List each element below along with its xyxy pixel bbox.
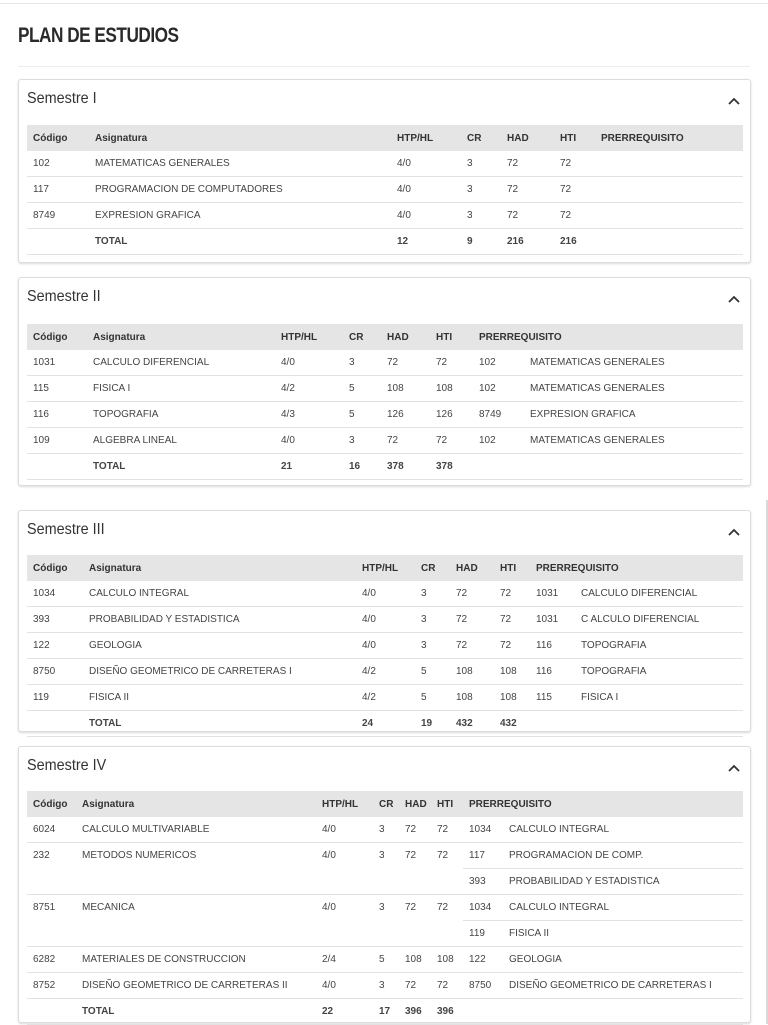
table-cell: 72 [431, 817, 463, 843]
table-cell: 72 [554, 177, 595, 203]
table-cell: 116 [530, 659, 575, 685]
column-header: CR [343, 324, 381, 350]
page-break [0, 493, 768, 505]
column-header: Código [27, 555, 83, 581]
table-cell [27, 921, 76, 947]
table-cell: CALCULO MULTIVARIABLE [76, 817, 316, 843]
table-cell: ALGEBRA LINEAL [87, 428, 275, 454]
column-header: Asignatura [83, 555, 356, 581]
table-cell: 3 [461, 203, 501, 229]
table-cell [431, 869, 463, 895]
table-row [27, 428, 743, 454]
table-header-row [27, 555, 743, 581]
table-cell: 122 [463, 947, 503, 973]
table-cell: 1031 [530, 581, 575, 607]
table-cell: 108 [494, 685, 530, 711]
column-header: HTI [494, 555, 530, 581]
table-cell: TOTAL [76, 999, 316, 1025]
column-header: Asignatura [89, 125, 391, 151]
table-cell: 102 [473, 376, 524, 402]
table-cell: 21 [275, 454, 343, 480]
table-row [27, 581, 743, 607]
table-cell: 108 [431, 947, 463, 973]
column-header: CR [373, 791, 399, 817]
semester-panel-1 [18, 79, 751, 263]
table-cell: 1034 [463, 817, 503, 843]
semester-header-2[interactable] [19, 278, 750, 320]
table-cell: TOTAL [83, 711, 356, 737]
table-cell: 4/0 [316, 973, 373, 999]
column-header: HTP/HL [275, 324, 343, 350]
column-header: PRERREQUISITO [530, 555, 743, 581]
table-cell: 5 [343, 376, 381, 402]
table-row [27, 402, 743, 428]
table-cell: CALCULO INTEGRAL [503, 895, 743, 921]
table-cell [373, 869, 399, 895]
table-cell: PROGRAMACION DE COMPUTADORES [89, 177, 391, 203]
table-cell: EXPRESION GRAFICA [89, 203, 391, 229]
table-header-row [27, 791, 743, 817]
table-cell: 3 [415, 633, 450, 659]
chevron-up-icon[interactable] [726, 524, 742, 540]
table-cell: 72 [399, 973, 431, 999]
table-cell: 3 [373, 973, 399, 999]
table-cell: 126 [430, 402, 473, 428]
total-row [27, 454, 743, 480]
column-header: CR [461, 125, 501, 151]
table-row [27, 921, 743, 947]
table-cell: 3 [373, 843, 399, 869]
semester-header-4[interactable] [19, 747, 750, 789]
title-divider [18, 66, 750, 67]
table-cell: 119 [27, 685, 83, 711]
total-row [27, 999, 743, 1025]
table-cell: 72 [494, 633, 530, 659]
table-cell: FISICA I [575, 685, 743, 711]
column-header: HTI [431, 791, 463, 817]
column-header: PRERREQUISITO [595, 125, 743, 151]
table-cell: 8751 [27, 895, 76, 921]
top-divider [0, 3, 768, 4]
table-cell: 378 [381, 454, 430, 480]
table-cell [76, 921, 316, 947]
table-cell: 216 [554, 229, 595, 255]
table-cell: 5 [343, 402, 381, 428]
column-header: HAD [399, 791, 431, 817]
column-header: HAD [450, 555, 494, 581]
column-header: Código [27, 791, 76, 817]
semester-panel-3 [18, 510, 751, 732]
semester-title: Semestre II [27, 288, 101, 305]
table-cell: 108 [381, 376, 430, 402]
table-cell: TOPOGRAFIA [575, 633, 743, 659]
table-cell: 72 [450, 633, 494, 659]
column-header: HAD [381, 324, 430, 350]
table-cell: 396 [431, 999, 463, 1025]
table-cell: 72 [450, 581, 494, 607]
table-cell: 4/0 [316, 895, 373, 921]
page-title: PLAN DE ESTUDIOS [18, 24, 179, 47]
semester-header-3[interactable] [19, 511, 750, 553]
table-cell: 109 [27, 428, 87, 454]
table-cell: 122 [27, 633, 83, 659]
table-cell: 3 [415, 581, 450, 607]
table-cell: MATEMATICAS GENERALES [524, 376, 743, 402]
table-cell [431, 921, 463, 947]
table-cell [373, 921, 399, 947]
table-cell: 72 [501, 151, 554, 177]
table-cell: 6024 [27, 817, 76, 843]
table-cell: 72 [399, 817, 431, 843]
column-header: HTI [430, 324, 473, 350]
table-row [27, 843, 743, 869]
table-cell: 3 [343, 428, 381, 454]
table-cell: 17 [373, 999, 399, 1025]
table-cell: 72 [431, 895, 463, 921]
table-cell: 126 [381, 402, 430, 428]
table-cell: 72 [430, 428, 473, 454]
column-header: HTP/HL [316, 791, 373, 817]
table-cell: 216 [501, 229, 554, 255]
table-cell: 393 [463, 869, 503, 895]
table-cell [76, 869, 316, 895]
table-cell: 102 [473, 428, 524, 454]
table-cell: 108 [430, 376, 473, 402]
table-cell [27, 454, 87, 480]
table-cell: 115 [530, 685, 575, 711]
table-cell: 4/0 [275, 350, 343, 376]
table-cell: 3 [461, 177, 501, 203]
semester-table-1 [27, 125, 743, 255]
table-cell: 72 [381, 350, 430, 376]
total-row [27, 229, 743, 255]
table-cell: 1031 [530, 607, 575, 633]
table-row [27, 607, 743, 633]
table-cell [463, 999, 503, 1025]
table-cell: CALCULO DIFERENCIAL [87, 350, 275, 376]
table-cell [595, 203, 743, 229]
table-cell: EXPRESION GRAFICA [524, 402, 743, 428]
table-cell: 4/0 [391, 203, 461, 229]
table-cell: 3 [461, 151, 501, 177]
table-cell [27, 229, 89, 255]
table-cell: 8750 [463, 973, 503, 999]
table-cell: 1034 [463, 895, 503, 921]
semester-panel-2 [18, 277, 751, 486]
table-cell: 4/0 [356, 633, 415, 659]
table-row [27, 817, 743, 843]
table-cell [503, 999, 743, 1025]
table-cell: 72 [399, 895, 431, 921]
table-cell: 4/0 [391, 177, 461, 203]
table-cell: 4/2 [356, 659, 415, 685]
table-cell: 4/0 [275, 428, 343, 454]
table-cell: 3 [373, 895, 399, 921]
table-cell: 108 [494, 659, 530, 685]
table-cell: 119 [463, 921, 503, 947]
table-cell: 108 [450, 659, 494, 685]
table-cell: 108 [399, 947, 431, 973]
table-cell: MATEMATICAS GENERALES [524, 350, 743, 376]
table-cell [530, 711, 575, 737]
table-cell: 4/0 [316, 843, 373, 869]
column-header: CR [415, 555, 450, 581]
table-cell: CALCULO INTEGRAL [83, 581, 356, 607]
table-cell: 3 [343, 350, 381, 376]
table-row [27, 895, 743, 921]
table-cell: 8749 [473, 402, 524, 428]
table-cell: 3 [373, 817, 399, 843]
table-cell [595, 151, 743, 177]
table-row [27, 685, 743, 711]
table-cell: GEOLOGIA [83, 633, 356, 659]
semester-table-3 [27, 555, 743, 737]
table-cell: 5 [415, 659, 450, 685]
table-cell: 4/2 [356, 685, 415, 711]
table-row [27, 973, 743, 999]
table-cell: MECANICA [76, 895, 316, 921]
table-cell [316, 869, 373, 895]
table-row [27, 376, 743, 402]
table-cell: PROBABILIDAD Y ESTADISTICA [503, 869, 743, 895]
table-cell: 4/0 [316, 817, 373, 843]
table-cell: 72 [399, 843, 431, 869]
table-cell: 116 [27, 402, 87, 428]
table-cell: 378 [430, 454, 473, 480]
table-cell: TOTAL [87, 454, 275, 480]
table-cell: 72 [494, 581, 530, 607]
table-row [27, 177, 743, 203]
table-cell: 116 [530, 633, 575, 659]
table-cell: 5 [373, 947, 399, 973]
table-cell: GEOLOGIA [503, 947, 743, 973]
semester-title: Semestre I [27, 90, 97, 107]
column-header: HTI [554, 125, 595, 151]
column-header: Asignatura [87, 324, 275, 350]
table-cell [27, 711, 83, 737]
column-header: Código [27, 125, 89, 151]
table-cell: CALCULO DIFERENCIAL [575, 581, 743, 607]
table-cell: MATERIALES DE CONSTRUCCION [76, 947, 316, 973]
semester-title: Semestre IV [27, 757, 107, 774]
table-cell: 72 [431, 843, 463, 869]
table-cell: 2/4 [316, 947, 373, 973]
table-row [27, 947, 743, 973]
table-cell [399, 921, 431, 947]
column-header: Asignatura [76, 791, 316, 817]
table-cell: 72 [494, 607, 530, 633]
column-header: Código [27, 324, 87, 350]
column-header: HTP/HL [356, 555, 415, 581]
semester-header-1[interactable] [19, 80, 750, 122]
table-cell [27, 869, 76, 895]
table-cell: 117 [463, 843, 503, 869]
table-cell: 4/2 [275, 376, 343, 402]
chevron-up-icon[interactable] [726, 93, 742, 109]
table-cell: DISEÑO GEOMETRICO DE CARRETERAS II [76, 973, 316, 999]
table-cell: DISEÑO GEOMETRICO DE CARRETERAS I [503, 973, 743, 999]
table-cell: 72 [501, 203, 554, 229]
table-cell [473, 454, 524, 480]
table-row [27, 151, 743, 177]
table-cell: 72 [431, 973, 463, 999]
table-cell: 72 [450, 607, 494, 633]
table-cell [575, 711, 743, 737]
table-cell [27, 999, 76, 1025]
table-cell: 8750 [27, 659, 83, 685]
table-cell: 102 [27, 151, 89, 177]
table-cell [595, 229, 743, 255]
column-header: HTP/HL [391, 125, 461, 151]
table-cell: 6282 [27, 947, 76, 973]
table-cell: 24 [356, 711, 415, 737]
table-cell: 22 [316, 999, 373, 1025]
table-cell: 19 [415, 711, 450, 737]
table-cell: 102 [473, 350, 524, 376]
table-header-row [27, 324, 743, 350]
table-cell: 396 [399, 999, 431, 1025]
table-cell: PROGRAMACION DE COMP. [503, 843, 743, 869]
table-cell: 8752 [27, 973, 76, 999]
table-row [27, 659, 743, 685]
table-cell: 4/0 [356, 581, 415, 607]
semester-panel-4 [18, 746, 751, 1023]
table-row [27, 869, 743, 895]
table-cell: 432 [494, 711, 530, 737]
table-cell: 115 [27, 376, 87, 402]
table-cell: TOPOGRAFIA [575, 659, 743, 685]
table-cell: 3 [415, 607, 450, 633]
table-header-row [27, 125, 743, 151]
table-cell: FISICA II [503, 921, 743, 947]
table-cell: 232 [27, 843, 76, 869]
table-cell: CALCULO INTEGRAL [503, 817, 743, 843]
table-cell: 4/0 [356, 607, 415, 633]
table-cell: MATEMATICAS GENERALES [89, 151, 391, 177]
column-header: HAD [501, 125, 554, 151]
table-cell: 72 [501, 177, 554, 203]
table-cell [399, 869, 431, 895]
table-cell: C ALCULO DIFERENCIAL [575, 607, 743, 633]
table-cell: 117 [27, 177, 89, 203]
table-row [27, 633, 743, 659]
table-cell [524, 454, 743, 480]
total-row [27, 711, 743, 737]
column-header: PRERREQUISITO [473, 324, 743, 350]
table-row [27, 203, 743, 229]
table-cell: 432 [450, 711, 494, 737]
table-cell: 1034 [27, 581, 83, 607]
table-cell: 72 [381, 428, 430, 454]
table-cell: 5 [415, 685, 450, 711]
table-cell: TOTAL [89, 229, 391, 255]
table-cell: 108 [450, 685, 494, 711]
table-cell: 16 [343, 454, 381, 480]
column-header: PRERREQUISITO [463, 791, 743, 817]
table-cell: MATEMATICAS GENERALES [524, 428, 743, 454]
table-cell: 12 [391, 229, 461, 255]
table-cell: 4/3 [275, 402, 343, 428]
semester-title: Semestre III [27, 521, 105, 538]
semester-table-2 [27, 324, 743, 480]
table-cell: PROBABILIDAD Y ESTADISTICA [83, 607, 356, 633]
semester-table-4 [27, 791, 743, 1025]
table-cell: FISICA II [83, 685, 356, 711]
table-cell: DISEÑO GEOMETRICO DE CARRETERAS I [83, 659, 356, 685]
table-cell: 72 [554, 203, 595, 229]
table-cell: METODOS NUMERICOS [76, 843, 316, 869]
table-cell: 393 [27, 607, 83, 633]
table-cell: 1031 [27, 350, 87, 376]
table-cell: 4/0 [391, 151, 461, 177]
table-cell [316, 921, 373, 947]
table-cell: 72 [554, 151, 595, 177]
table-cell: TOPOGRAFIA [87, 402, 275, 428]
table-row [27, 350, 743, 376]
table-cell: 72 [430, 350, 473, 376]
table-cell: 9 [461, 229, 501, 255]
chevron-up-icon[interactable] [726, 760, 742, 776]
chevron-up-icon[interactable] [726, 291, 742, 307]
table-cell: FISICA I [87, 376, 275, 402]
table-cell [595, 177, 743, 203]
table-cell: 8749 [27, 203, 89, 229]
